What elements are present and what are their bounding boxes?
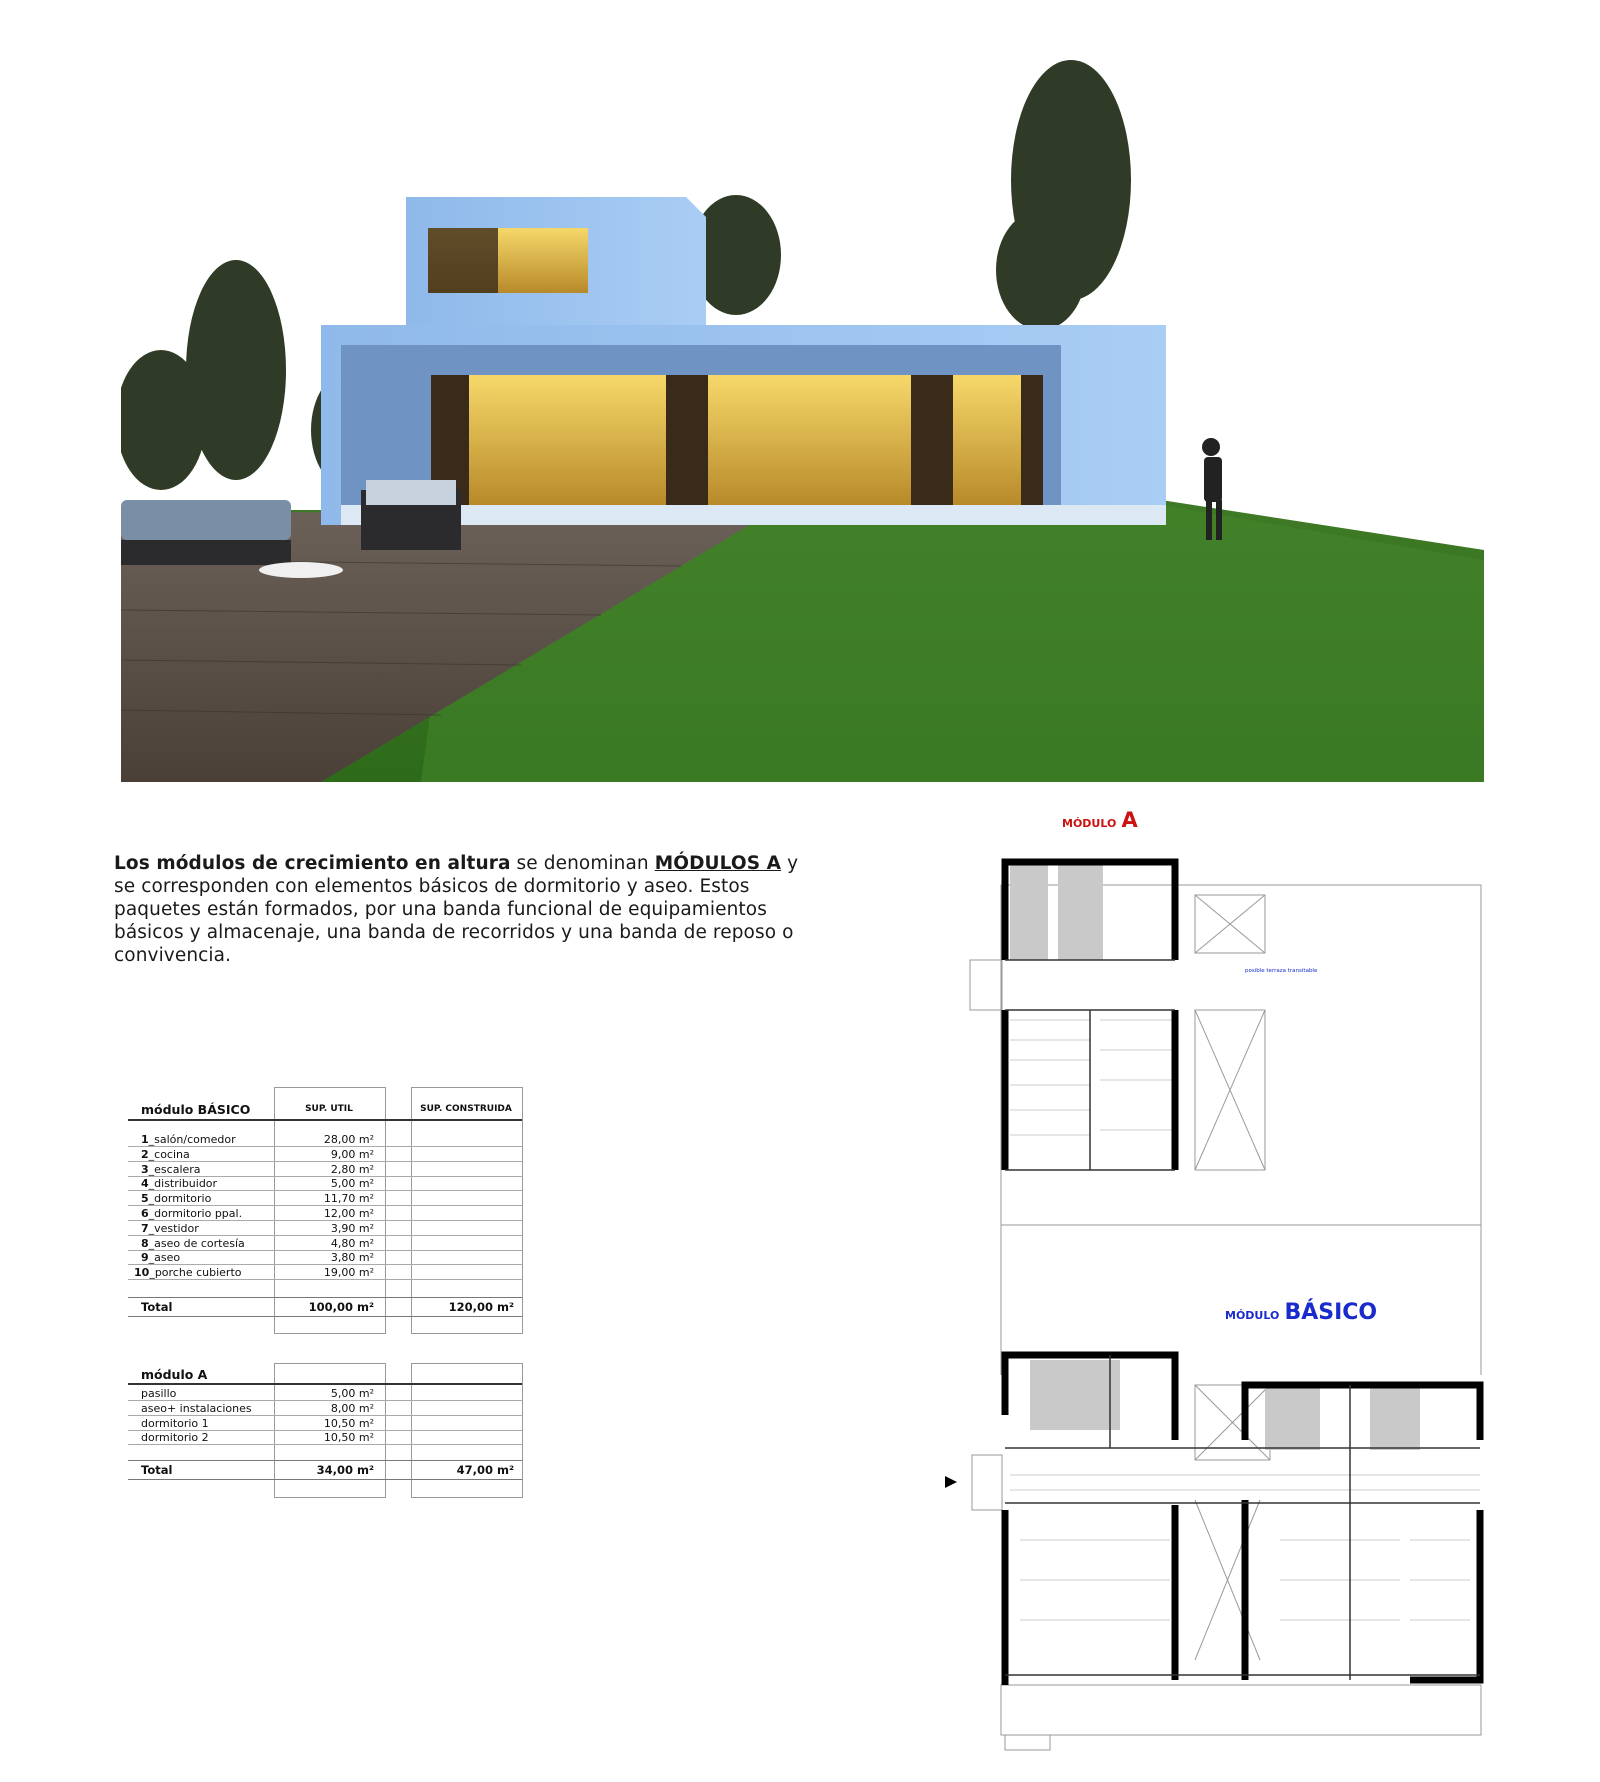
table-basic-row-number: 4 [141, 1177, 149, 1191]
table-basic-row-util: 4,80 m² [330, 1236, 374, 1250]
table-a-row-rule [128, 1444, 522, 1445]
table-a-row-util: 8,00 m² [330, 1401, 374, 1415]
total-label-a: Total [141, 1463, 173, 1477]
total-util: 100,00 m² [308, 1300, 374, 1314]
house-render-image [121, 40, 1484, 782]
table-basic-row-name [141, 1132, 236, 1147]
table-basic-row-label: _dormitorio [148, 1192, 212, 1206]
table-a-row-util: 10,50 m² [323, 1416, 374, 1430]
description-paragraph [114, 852, 804, 967]
table-basic-row-label: _salón/comedor [148, 1133, 236, 1146]
header-rule-a [128, 1383, 522, 1385]
table-basic-row-label: _vestidor [148, 1221, 199, 1235]
table-basic-row-number: 8 [141, 1236, 149, 1250]
header-sup-construida: SUP. CONSTRUIDA [420, 1104, 512, 1114]
table-basic-row-util: 2,80 m² [330, 1162, 374, 1176]
table-basic-row-rule [128, 1279, 522, 1280]
table-basic-row-number: 7 [141, 1221, 149, 1235]
table-basic-row-label: _distribuidor [148, 1177, 218, 1191]
total-built: 120,00 m² [448, 1300, 514, 1314]
total-built-a: 47,00 m² [456, 1463, 514, 1477]
table-a-row-label: pasillo [141, 1387, 177, 1400]
total-rule-top-a [128, 1460, 522, 1461]
table-a-row-name [141, 1430, 209, 1445]
table-basic-row-util: 5,00 m² [330, 1177, 374, 1191]
total-rule-top [128, 1297, 522, 1298]
table-basic-row-name [141, 1191, 211, 1206]
table-a-row-label: aseo+ instalaciones [141, 1401, 252, 1415]
table-a-row-name [141, 1386, 176, 1401]
header-rule [128, 1119, 522, 1121]
table-basic-row-number: 10 [134, 1266, 150, 1280]
table-basic-row-util: 11,70 m² [323, 1192, 374, 1206]
table-basic-row-util: 19,00 m² [323, 1266, 374, 1280]
table-basic-row-label: _aseo [148, 1251, 181, 1265]
total-label: Total [141, 1300, 173, 1314]
table-basic-row-label: _cocina [148, 1147, 190, 1161]
table-basic-row-number: 2 [141, 1147, 149, 1161]
table-a-row-label: dormitorio 2 [141, 1431, 209, 1445]
table-basic-row-label: _dormitorio ppal. [148, 1207, 243, 1220]
table-basic-title: módulo BÁSICO [141, 1102, 251, 1117]
table-basic-row-number: 6 [141, 1207, 149, 1220]
table-basic-row-name [134, 1265, 241, 1280]
table-basic-row-name [141, 1236, 245, 1251]
total-rule-bottom [128, 1316, 522, 1317]
table-a-row-util: 5,00 m² [330, 1387, 374, 1400]
table-basic-row-number: 5 [141, 1192, 149, 1206]
description-text-1: se denominan [510, 853, 655, 874]
table-basic-row-name [141, 1221, 199, 1236]
table-a-row-label: dormitorio 1 [141, 1416, 209, 1430]
description-lead: Los módulos de crecimiento en altura [114, 853, 511, 874]
table-basic-row-util: 3,80 m² [330, 1251, 374, 1265]
terrace-note: posible terraza transitable [1245, 968, 1318, 974]
table-basic-row-number: 3 [141, 1162, 149, 1176]
table-basic-row-util: 3,90 m² [330, 1221, 374, 1235]
floor-plan-drawing [940, 840, 1500, 1765]
table-basic-row-name [141, 1250, 180, 1265]
table-basic-row-name [141, 1206, 242, 1221]
total-util-a: 34,00 m² [316, 1463, 374, 1477]
total-rule-bottom-a [128, 1479, 522, 1480]
table-basic-row-number: 1 [141, 1133, 149, 1146]
header-sup-util: SUP. UTIL [305, 1104, 353, 1114]
table-basic-row-util: 28,00 m² [323, 1133, 374, 1146]
table-a-title: módulo A [141, 1367, 208, 1382]
description-text-2: y se corresponden con elementos básicos de dormitorio y aseo. Estos paquetes están formados, por una banda funcional de equipamientos básicos y almacenaje, una banda de recorridos y una banda de reposo o convivencia. [114, 853, 799, 966]
table-basic-row-name [141, 1176, 217, 1191]
module-basic-label: MÓDULO BÁSICO [1225, 1300, 1378, 1325]
table-a-row-name [141, 1401, 252, 1416]
table-basic-row-label: _escalera [148, 1162, 201, 1176]
table-a-row-name [141, 1416, 209, 1431]
modules-a-term: MÓDULOS A [654, 853, 782, 874]
table-basic-row-number: 9 [141, 1251, 149, 1265]
table-basic-row-util: 9,00 m² [330, 1147, 374, 1161]
table-basic-row-label: _porche cubierto [149, 1266, 242, 1280]
table-basic-row-label: _aseo de cortesía [148, 1236, 245, 1250]
table-basic-row-util: 12,00 m² [323, 1207, 374, 1220]
table-basic-row-name [141, 1147, 190, 1162]
module-a-label: MÓDULO A [1062, 808, 1138, 832]
table-basic-row-name [141, 1162, 201, 1177]
table-a-row-util: 10,50 m² [323, 1431, 374, 1445]
